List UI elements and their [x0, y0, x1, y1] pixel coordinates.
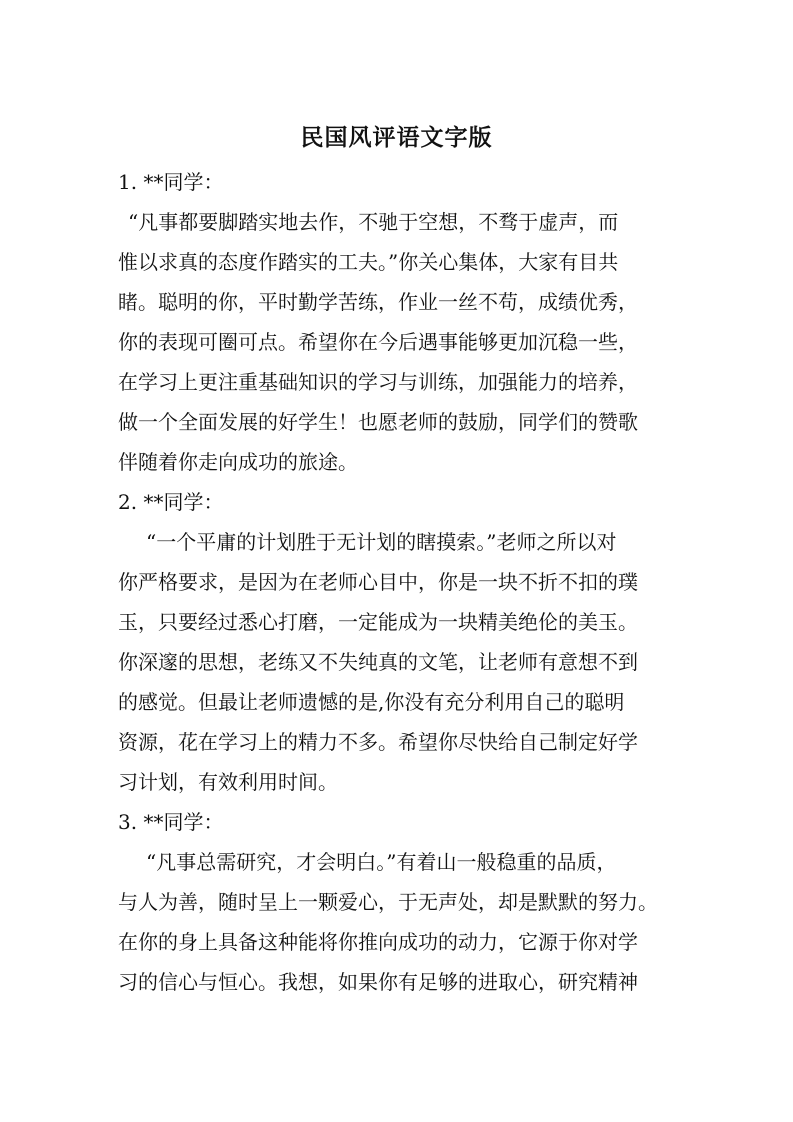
paragraph-line: 伴随着你走向成功的旅途。	[118, 450, 358, 474]
paragraph-line: “一个平庸的计划胜于无计划的瞎摸索。”老师之所以对	[146, 530, 617, 554]
paragraph-line: 与人为善，随时呈上一颗爱心，于无声处，却是默默的努力。	[118, 890, 658, 914]
paragraph-line: 做一个全面发展的好学生！也愿老师的鼓励，同学们的赞歌	[118, 410, 638, 434]
paragraph-line: 睹。聪明的你，平时勤学苦练，作业一丝不苟，成绩优秀，	[118, 290, 638, 314]
paragraph-line: 你深邃的思想，老练又不失纯真的文笔，让老师有意想不到	[118, 650, 638, 674]
section-heading: 3. **同学：	[118, 810, 224, 834]
paragraph-line: “凡事都要脚踏实地去作，不驰于空想，不骛于虚声，而	[128, 210, 619, 234]
section-heading: 2. **同学：	[118, 490, 224, 514]
paragraph-line: 玉，只要经过悉心打磨，一定能成为一块精美绝伦的美玉。	[118, 610, 638, 634]
paragraph-line: 资源，花在学习上的精力不多。希望你尽快给自己制定好学	[118, 730, 638, 754]
paragraph-line: 惟以求真的态度作踏实的工夫。”你关心集体，大家有目共	[118, 250, 619, 274]
paragraph-line: 习计划，有效利用时间。	[118, 770, 338, 794]
paragraph-line: 在学习上更注重基础知识的学习与训练，加强能力的培养，	[118, 370, 638, 394]
document-body	[118, 162, 678, 1002]
paragraph-line: 的感觉。但最让老师遗憾的是,你没有充分利用自己的聪明	[118, 690, 625, 714]
section-heading: 1. **同学：	[118, 170, 224, 194]
paragraph-line: 你的表现可圈可点。希望你在今后遇事能够更加沉稳一些，	[118, 330, 638, 354]
paragraph-line: 在你的身上具备这种能将你推向成功的动力，它源于你对学	[118, 930, 638, 954]
document-title: 民国风评语文字版	[300, 124, 493, 151]
paragraph-line: 你严格要求，是因为在老师心目中，你是一块不折不扣的璞	[118, 570, 638, 594]
paragraph-line: “凡事总需研究，才会明白。”有着山一般稳重的品质，	[146, 850, 617, 874]
paragraph-line: 习的信心与恒心。我想，如果你有足够的进取心，研究精神	[118, 970, 638, 994]
